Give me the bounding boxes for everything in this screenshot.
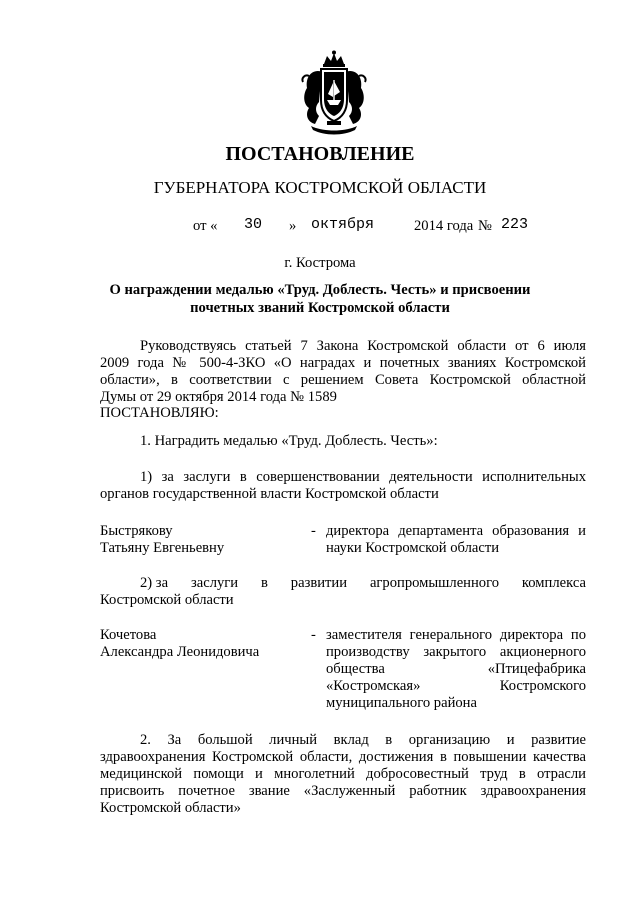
document-number: 223	[501, 216, 529, 233]
issuer-heading: ГУБЕРНАТОРА КОСТРОМСКОЙ ОБЛАСТИ	[153, 178, 487, 197]
person1-desc-line-1: директора департамента образования и	[326, 523, 586, 539]
preamble	[100, 338, 586, 406]
item2-line-2: здравоохранения Костромской области, достижения в повышении качества	[100, 749, 586, 765]
person2-description	[326, 627, 586, 712]
item2-paragraph	[100, 732, 586, 817]
person1-dash: -	[311, 523, 316, 539]
item2-line-4: присвоить почетное звание «Заслуженный работник здравоохранения	[100, 783, 586, 799]
date-prefix: от «	[193, 218, 218, 234]
date-month: октября	[311, 216, 375, 233]
number-sign: №	[478, 218, 492, 234]
person2-desc-line-1: заместителя генерального директора по	[326, 627, 586, 643]
person1-given-name: Татьяну Евгеньевну	[100, 540, 225, 556]
document-type-heading: ПОСТАНОВЛЕНИЕ	[225, 143, 415, 165]
preamble-line-1: Руководствуясь статьей 7 Закона Костромской области от 6 июля	[140, 338, 586, 354]
sub2-word: развитии	[290, 575, 348, 591]
date-day-close: »	[289, 218, 297, 234]
person2-dash: -	[311, 627, 316, 643]
person2-surname: Кочетова	[100, 627, 157, 643]
item1-heading: 1. Наградить медалью «Труд. Доблесть. Честь»:	[140, 433, 438, 449]
person1-description	[326, 523, 586, 557]
person1-surname: Быстрякову	[100, 523, 173, 539]
sub2-word: в	[260, 575, 268, 591]
item1-sub2-line-1	[140, 575, 586, 592]
preamble-line-3: области», в соответствии с решением Совета Костромской областной	[100, 372, 586, 388]
sub2-word: агропромышленного	[369, 575, 500, 591]
date-day: 30	[244, 216, 263, 233]
date-year: 2014 года	[414, 218, 474, 234]
resolve-word: ПОСТАНОВЛЯЮ:	[100, 405, 219, 421]
person1-desc-line-2: науки Костромской области	[326, 540, 500, 556]
item2-line-3: медицинской помощи и многолетний добросовестный труд в отрасли	[100, 766, 586, 782]
preamble-line-4: Думы от 29 октября 2014 года № 1589	[100, 389, 337, 405]
person2-desc-line-3: общества «Птицефабрика	[326, 661, 586, 677]
person2-desc-line-2: производству закрытого акционерного	[326, 644, 586, 660]
person2-given-name: Александра Леонидовича	[100, 644, 260, 660]
item1-sub2-line-2: Костромской области	[100, 592, 234, 608]
sub2-word: 2) за	[140, 575, 169, 591]
city-line: г. Кострома	[284, 255, 356, 271]
item1-sub1	[100, 469, 586, 503]
preamble-line-2: 2009 года № 500-4-ЗКО «О наградах и почетных званиях Костромской	[100, 355, 586, 371]
title-line-1: О награждении медалью «Труд. Доблесть. Честь» и присвоении	[109, 282, 531, 298]
item1-sub1-line-1: 1) за заслуги в совершенствовании деятельности исполнительных	[140, 469, 586, 485]
sub2-word: комплекса	[521, 575, 586, 591]
sub2-word: заслуги	[190, 575, 239, 591]
item2-line-1: 2. За большой личный вклад в организацию и развитие	[140, 732, 586, 748]
person2-desc-line-4: «Костромская» Костромского	[326, 678, 586, 694]
title-line-2: почетных званий Костромской области	[190, 300, 450, 316]
person2-desc-line-5: муниципального района	[326, 695, 477, 711]
item1-sub1-line-2: органов государственной власти Костромской области	[100, 486, 439, 502]
coat-of-arms-emblem	[297, 50, 371, 136]
item2-line-5: Костромской области»	[100, 800, 241, 816]
